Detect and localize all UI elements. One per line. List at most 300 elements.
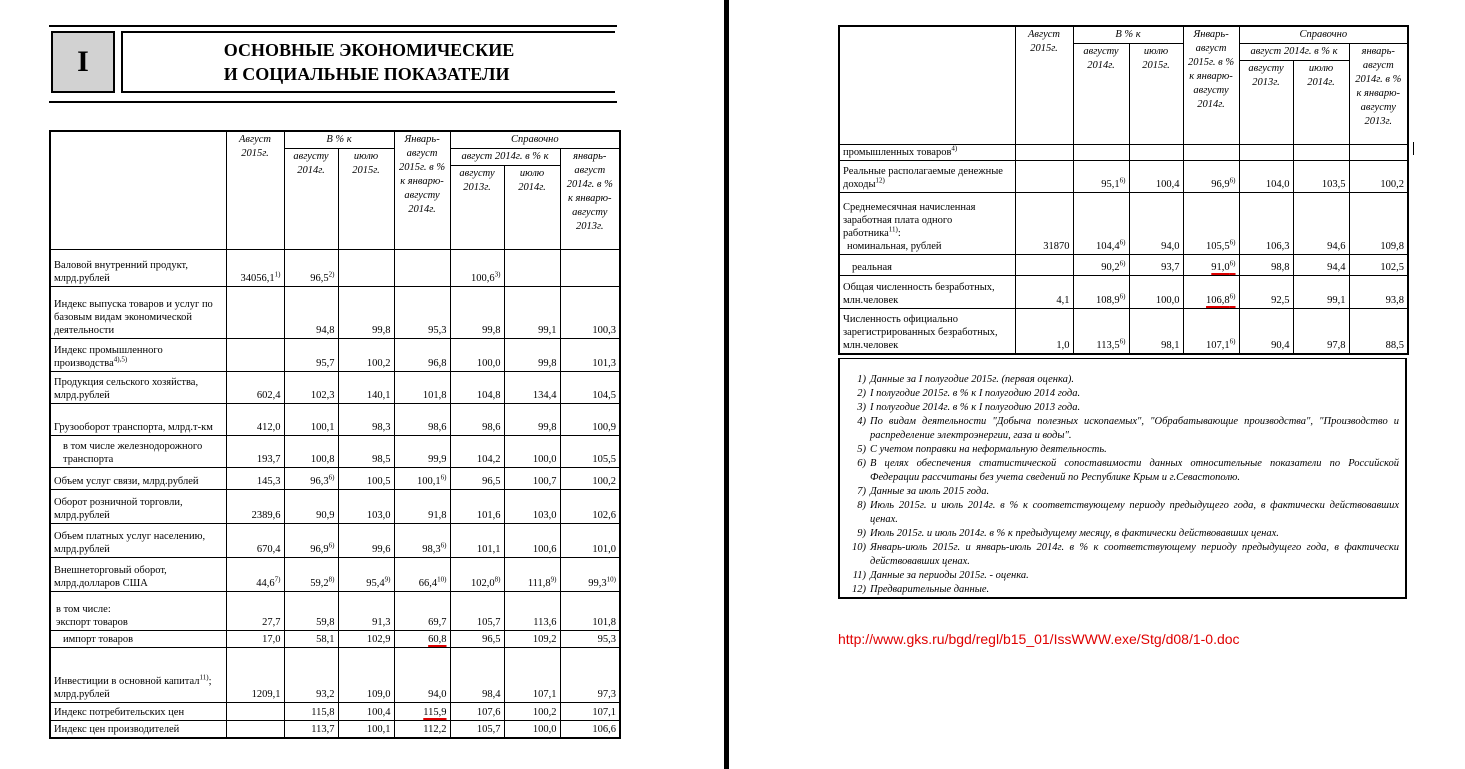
footnote-ref: 6) [1229,176,1236,185]
value-text: 17,0 [262,634,281,645]
value-cell [1293,193,1349,255]
value-cell [338,404,394,436]
value-cell [226,721,284,738]
row-label-text: Индекс выпуска товаров и услуг по базовым видам экономической деятельности [54,299,213,336]
table-row [839,309,1408,354]
value-text: 96,5 [482,634,501,645]
value-cell [338,339,394,372]
footnote-ref: 6) [1229,292,1236,301]
value-cell [338,631,394,648]
value-text: 109,0 [366,689,391,700]
header-aug-2015: Август 2015г. [226,131,284,250]
value-text: 106,6 [592,723,617,735]
value-text: 100,5 [366,476,391,487]
footnote-item [846,499,1399,527]
value-cell [1129,161,1183,193]
row-label-text: Объем платных услуг населению, млрд.рублей [54,531,206,555]
value-cell [504,436,560,468]
footnote-ref: 6) [440,541,447,550]
value-cell [1293,309,1349,354]
value-text: 90,2$^{6)}$ [1101,259,1126,273]
row-label [50,703,226,721]
header-pct-group: В % к [284,131,394,149]
row-label [50,592,226,631]
value-text: 94,4 [1327,262,1346,273]
value-cell [226,558,284,592]
value-text: 103,0 [532,510,557,521]
table-row [50,372,620,404]
value-cell [226,468,284,490]
value-cell [560,404,620,436]
value-cell [1073,145,1129,161]
value-text: 101,0 [592,544,617,555]
header-jan-aug-2014: январь-август 2014г. в % к январю-августу 2013г. [560,149,620,250]
value-cell [394,490,450,524]
footnote-number: 6) [857,458,866,469]
header-aug-2014: августу 2014г. [1073,44,1129,145]
footnote-ref: 6) [328,541,335,550]
value-text: 100,0 [476,358,501,369]
value-cell [394,468,450,490]
table-row [50,490,620,524]
row-sublabel: номинальная, рублей [847,241,942,252]
table-row [50,339,620,372]
value-cell [284,250,338,287]
value-text: 100,0 [1155,295,1180,306]
value-cell [226,648,284,703]
section-title: ОСНОВНЫЕ ЭКОНОМИЧЕСКИЕ И СОЦИАЛЬНЫЕ ПОКАЗАТЕЛИ [223,40,515,84]
value-cell [338,703,394,721]
value-text: 96,8 [428,358,447,369]
value-text: 100,8 [310,454,335,465]
value-cell [450,721,504,738]
value-text: 98,1 [1161,339,1180,351]
value-cell [560,558,620,592]
value-cell [1015,276,1073,309]
footnote-text: Июль 2015г. и июль 2014г. в % к соответствующему периоду предыдущего года, в фактически действовавших ценах. [870,500,1399,525]
value-text: 88,5 [1385,339,1405,351]
footnote-ref: 6) [1119,259,1126,268]
value-text: 101,6 [476,510,501,521]
value-cell [226,631,284,648]
value-text: 90,9 [316,510,335,521]
value-cell [560,372,620,404]
value-text: 99,9 [428,454,447,465]
value-cell [394,372,450,404]
value-cell [338,250,394,287]
value-text: 34056,1$^{1)}$ [240,270,281,284]
value-text: 100,1 [310,422,335,433]
value-text: 31870 [1043,241,1070,252]
value-text: 100,0 [532,723,557,735]
value-text: 104,2 [476,454,501,465]
section-title-box [121,31,615,93]
value-text: 105,7 [476,723,501,735]
value-cell [394,592,450,631]
value-cell [1293,276,1349,309]
value-cell [1349,161,1408,193]
value-cell [450,468,504,490]
value-text: 100,2 [532,707,557,718]
row-label [50,468,226,490]
row-label [50,404,226,436]
footnote-ref: 6) [1229,337,1236,345]
value-cell [450,524,504,558]
header-aug-2013: августу 2013г. [1239,61,1293,145]
table-row [50,631,620,648]
value-text: 670,4 [256,544,281,555]
value-cell [450,436,504,468]
table-row [50,592,620,631]
value-text: 112,2 [423,723,447,735]
value-cell [1073,193,1129,255]
value-text: 102,9 [366,634,391,645]
value-cell [338,558,394,592]
footnote-number: 7) [857,486,866,497]
row-label-text: Оборот розничной торговли, млрд.рублей [54,497,183,521]
row-label-text: Численность официально зарегистрированных безработных, млн.человек [843,313,998,351]
value-cell [504,558,560,592]
value-cell [504,490,560,524]
header-aug-2013: августу 2013г. [450,166,504,250]
value-cell [1183,161,1239,193]
value-text: 69,7 [428,617,447,628]
footnote-text: Январь-июль 2015г. и январь-июль 2014г. в % к соответствующему периоду предыдущего года, в фактически действовавших ценах. [870,542,1399,567]
row-label-text: Внешнеторговый оборот, млрд.долларов США [54,565,167,589]
value-cell [1349,255,1408,276]
value-cell [394,404,450,436]
value-cell [1239,309,1293,354]
value-text: 107,1 [532,689,557,700]
footnote-text: Данные за I полугодие 2015г. (первая оценка). [870,374,1074,385]
value-text: 113,5$^{6)}$ [1096,337,1126,351]
value-text: 27,7 [262,617,281,628]
footnote-ref: 9) [384,575,391,584]
value-text: 100,2 [366,358,391,369]
value-cell [1183,145,1239,161]
row-label: Среднемесячная начисленная заработная плата одного работника$^{11)}$: номинальная, рублей [839,193,1015,255]
value-cell [504,339,560,372]
value-cell [1349,309,1408,354]
value-cell [1015,255,1073,276]
header-reference-group: Справочно [1239,26,1408,44]
value-text: 106,8$^{6)}$ [1206,292,1236,306]
value-text: 98,6 [428,422,447,433]
footnote-number: 9) [857,528,866,539]
value-text: 111,8$^{9)}$ [527,575,557,589]
value-text: 44,6$^{7)}$ [256,575,281,589]
value-text: 99,3$^{10)}$ [588,575,617,589]
row-label [50,490,226,524]
value-text: 94,0 [428,689,447,700]
value-cell [504,468,560,490]
value-cell [284,404,338,436]
value-cell [1129,145,1183,161]
value-cell [338,372,394,404]
value-cell [226,404,284,436]
value-cell [450,250,504,287]
value-cell [450,490,504,524]
row-label [50,721,226,738]
value-text: 99,8 [372,325,391,336]
value-cell [226,490,284,524]
value-cell [284,721,338,738]
row-label [839,309,1015,354]
value-text: 107,1$^{6)}$ [1206,337,1236,351]
value-text: 96,3$^{6)}$ [310,473,335,487]
value-text: 100,6$^{3)}$ [471,270,501,284]
value-text: 96,5 [482,476,501,487]
value-cell [450,339,504,372]
value-text: 96,9$^{6)}$ [310,541,335,555]
value-text: 97,8 [1327,339,1346,351]
value-text: 105,5 [592,454,617,465]
value-cell [226,287,284,339]
section-header [49,25,617,103]
footnote-ref: 4) [951,144,958,153]
value-cell [338,468,394,490]
value-text: 4,1 [1056,295,1070,306]
value-cell [1183,193,1239,255]
table-row [839,276,1408,309]
value-text: 95,3 [428,325,447,336]
value-text: 105,7 [476,617,501,628]
row-label [50,287,226,339]
header-jan-aug: Январь-август 2015г. в % к январю-августу 2014г. [394,131,450,250]
row-label [50,436,226,468]
value-text: 101,1 [476,544,501,555]
row-label: Инвестиции в основной капитал$^{11)}$; млрд.рублей [50,648,226,703]
value-text: 100,2 [592,476,617,487]
row-label-text: Индекс промышленного производства [54,345,163,369]
text-cursor [1413,142,1414,155]
value-cell [284,648,338,703]
row-label-text: Грузооборот транспорта, млрд.т-км [54,422,213,433]
value-cell [560,721,620,738]
value-cell [1073,255,1129,276]
value-cell [504,404,560,436]
value-text: 97,3 [597,689,617,700]
value-cell [394,436,450,468]
value-cell [1293,161,1349,193]
value-cell [284,631,338,648]
row-label [50,524,226,558]
value-cell [1239,193,1293,255]
header-blank [50,131,226,250]
header-aug2014-pct: август 2014г. в % к [1239,44,1349,61]
footnote-ref: 4),5) [113,355,128,364]
value-text: 412,0 [256,422,281,433]
value-cell [284,592,338,631]
row-label-text: Продукция сельского хозяйства, млрд.рублей [54,377,199,401]
footnote-ref: 8) [494,575,501,584]
value-cell [394,631,450,648]
row-label-text: импорт товаров [63,634,134,645]
footnote-ref: 12) [875,176,885,185]
value-cell [1239,276,1293,309]
row-label-text: Индекс цен производителей [54,723,180,735]
source-link[interactable]: http://www.gks.ru/bgd/regl/b15_01/IssWWW.exe/Stg/d08/1-0.doc [838,631,1240,647]
value-text: 92,5 [1271,295,1290,306]
value-text: 100,0 [532,454,557,465]
value-text: 109,8 [1380,241,1405,252]
value-text: 113,7 [311,723,335,735]
value-cell [504,592,560,631]
value-text: 94,6 [1327,241,1346,252]
value-cell [1349,193,1408,255]
table-row [50,287,620,339]
value-cell [560,490,620,524]
value-text: 93,7 [1161,262,1180,273]
value-cell [1129,255,1183,276]
value-cell [394,339,450,372]
row-label [839,255,1015,276]
value-cell [1015,193,1073,255]
value-text: 98,8 [1271,262,1290,273]
value-text: 101,8 [592,617,617,628]
row-label [839,161,1015,193]
value-text: 95,3 [597,634,617,645]
value-cell [504,721,560,738]
value-cell [504,703,560,721]
value-text: 91,3 [372,617,391,628]
value-cell [450,703,504,721]
value-cell [284,703,338,721]
value-cell [1015,161,1073,193]
footnote-text: I полугодие 2014г. в % к I полугодию 2013 года. [870,402,1081,413]
value-cell [450,648,504,703]
table-row [50,721,620,738]
footnote-number: 1) [857,374,866,385]
value-cell [560,339,620,372]
footnote-ref: 6) [328,473,335,482]
page-divider [724,0,729,769]
footnote-text: Июль 2015г. и июль 2014г. в % к предыдущему месяцу, в фактически действовавших ценах. [870,528,1279,539]
value-text: 93,2 [316,689,335,700]
value-cell [450,404,504,436]
row-label [50,372,226,404]
row-label-text: реальная [852,262,892,273]
footnote-item [846,569,1399,583]
table-row [839,145,1408,161]
row-label [839,276,1015,309]
value-cell [1015,145,1073,161]
footnote-item [846,527,1399,541]
value-text: 96,5$^{2)}$ [310,270,335,284]
value-cell [284,287,338,339]
value-cell [1073,309,1129,354]
value-cell [284,490,338,524]
value-text: 99,1 [1327,295,1346,306]
value-text: 95,7 [316,358,335,369]
value-text: 145,3 [256,476,281,487]
section-number: I [51,31,115,93]
header-aug-2015: Август 2015г. [1015,26,1073,145]
value-text: 102,5 [1380,262,1405,273]
footnote-number: 2) [857,388,866,399]
value-cell [394,250,450,287]
value-text: 58,1 [316,634,335,645]
footnote-item [846,485,1399,499]
row-sublabel: экспорт товаров [56,617,128,628]
footnote-item [846,457,1399,485]
footnote-ref: 11) [888,225,898,234]
value-cell [226,703,284,721]
table-row [50,558,620,592]
indicators-table-left [49,130,621,739]
value-text: 113,6 [533,617,557,628]
footnote-ref: 6) [1119,238,1126,247]
value-text: 101,3 [592,358,617,369]
value-cell [504,631,560,648]
footnote-item [846,443,1399,457]
footnote-item [846,583,1399,597]
row-label-text: Инвестиции в основной капитал [54,676,200,687]
value-text: 1209,1 [251,689,281,700]
value-cell [338,524,394,558]
value-text: 60,8 [428,634,447,645]
value-text: 98,4 [482,689,501,700]
value-cell [1073,161,1129,193]
footnote-ref: 10) [437,575,447,584]
row-label [50,250,226,287]
footnote-text: Предварительные данные. [870,584,990,595]
header-jan-aug-2014: январь-август 2014г. в % к январю-августу 2013г. [1349,44,1408,145]
value-text: 193,7 [256,454,281,465]
footnote-number: 11) [852,570,866,581]
table-row [839,161,1408,193]
value-cell [226,250,284,287]
value-cell [504,372,560,404]
value-text: 95,4$^{9)}$ [366,575,391,589]
footnote-number: 8) [857,500,866,511]
value-cell [284,339,338,372]
value-text: 102,3 [310,390,335,401]
value-cell [338,721,394,738]
row-label-text: Общая численность безработных, млн.человек [843,282,995,306]
value-cell [560,648,620,703]
value-cell [338,648,394,703]
header-jul-2014: июлю 2014г. [504,166,560,250]
value-text: 115,9 [423,707,447,718]
value-text: 95,1$^{6)}$ [1101,176,1126,190]
header-reference-group: Справочно [450,131,620,149]
indicators-table-right [838,25,1409,355]
value-cell [504,250,560,287]
footnote-text: Данные за периоды 2015г. - оценка. [870,570,1029,581]
value-cell [560,631,620,648]
table-row [50,250,620,287]
value-text: 98,5 [372,454,391,465]
footnote-ref: 6) [1119,292,1126,301]
footnote-text: В целях обеспечения статистической сопоставимости данных относительные показатели по Российской Федерации рассчитаны без учета сведений по Республике Крым и г.Севастополю. [870,458,1399,483]
value-cell [338,436,394,468]
table-row [50,524,620,558]
value-text: 100,9 [592,422,617,433]
value-cell [226,372,284,404]
footnote-item [846,373,1399,387]
value-cell [1239,255,1293,276]
row-label [839,145,1015,161]
header-row [50,131,620,149]
value-text: 108,9$^{6)}$ [1096,292,1126,306]
value-text: 59,2$^{8)}$ [310,575,335,589]
value-text: 90,4 [1271,339,1290,351]
header-blank [839,26,1015,145]
footnote-text: Данные за июль 2015 года. [870,486,990,497]
header-pct-group: В % к [1073,26,1183,44]
footnote-text: По видам деятельности "Добыча полезных ископаемых", "Обрабатывающие производства", "Производство и распределение электроэнергии, газа и воды". [870,416,1399,441]
